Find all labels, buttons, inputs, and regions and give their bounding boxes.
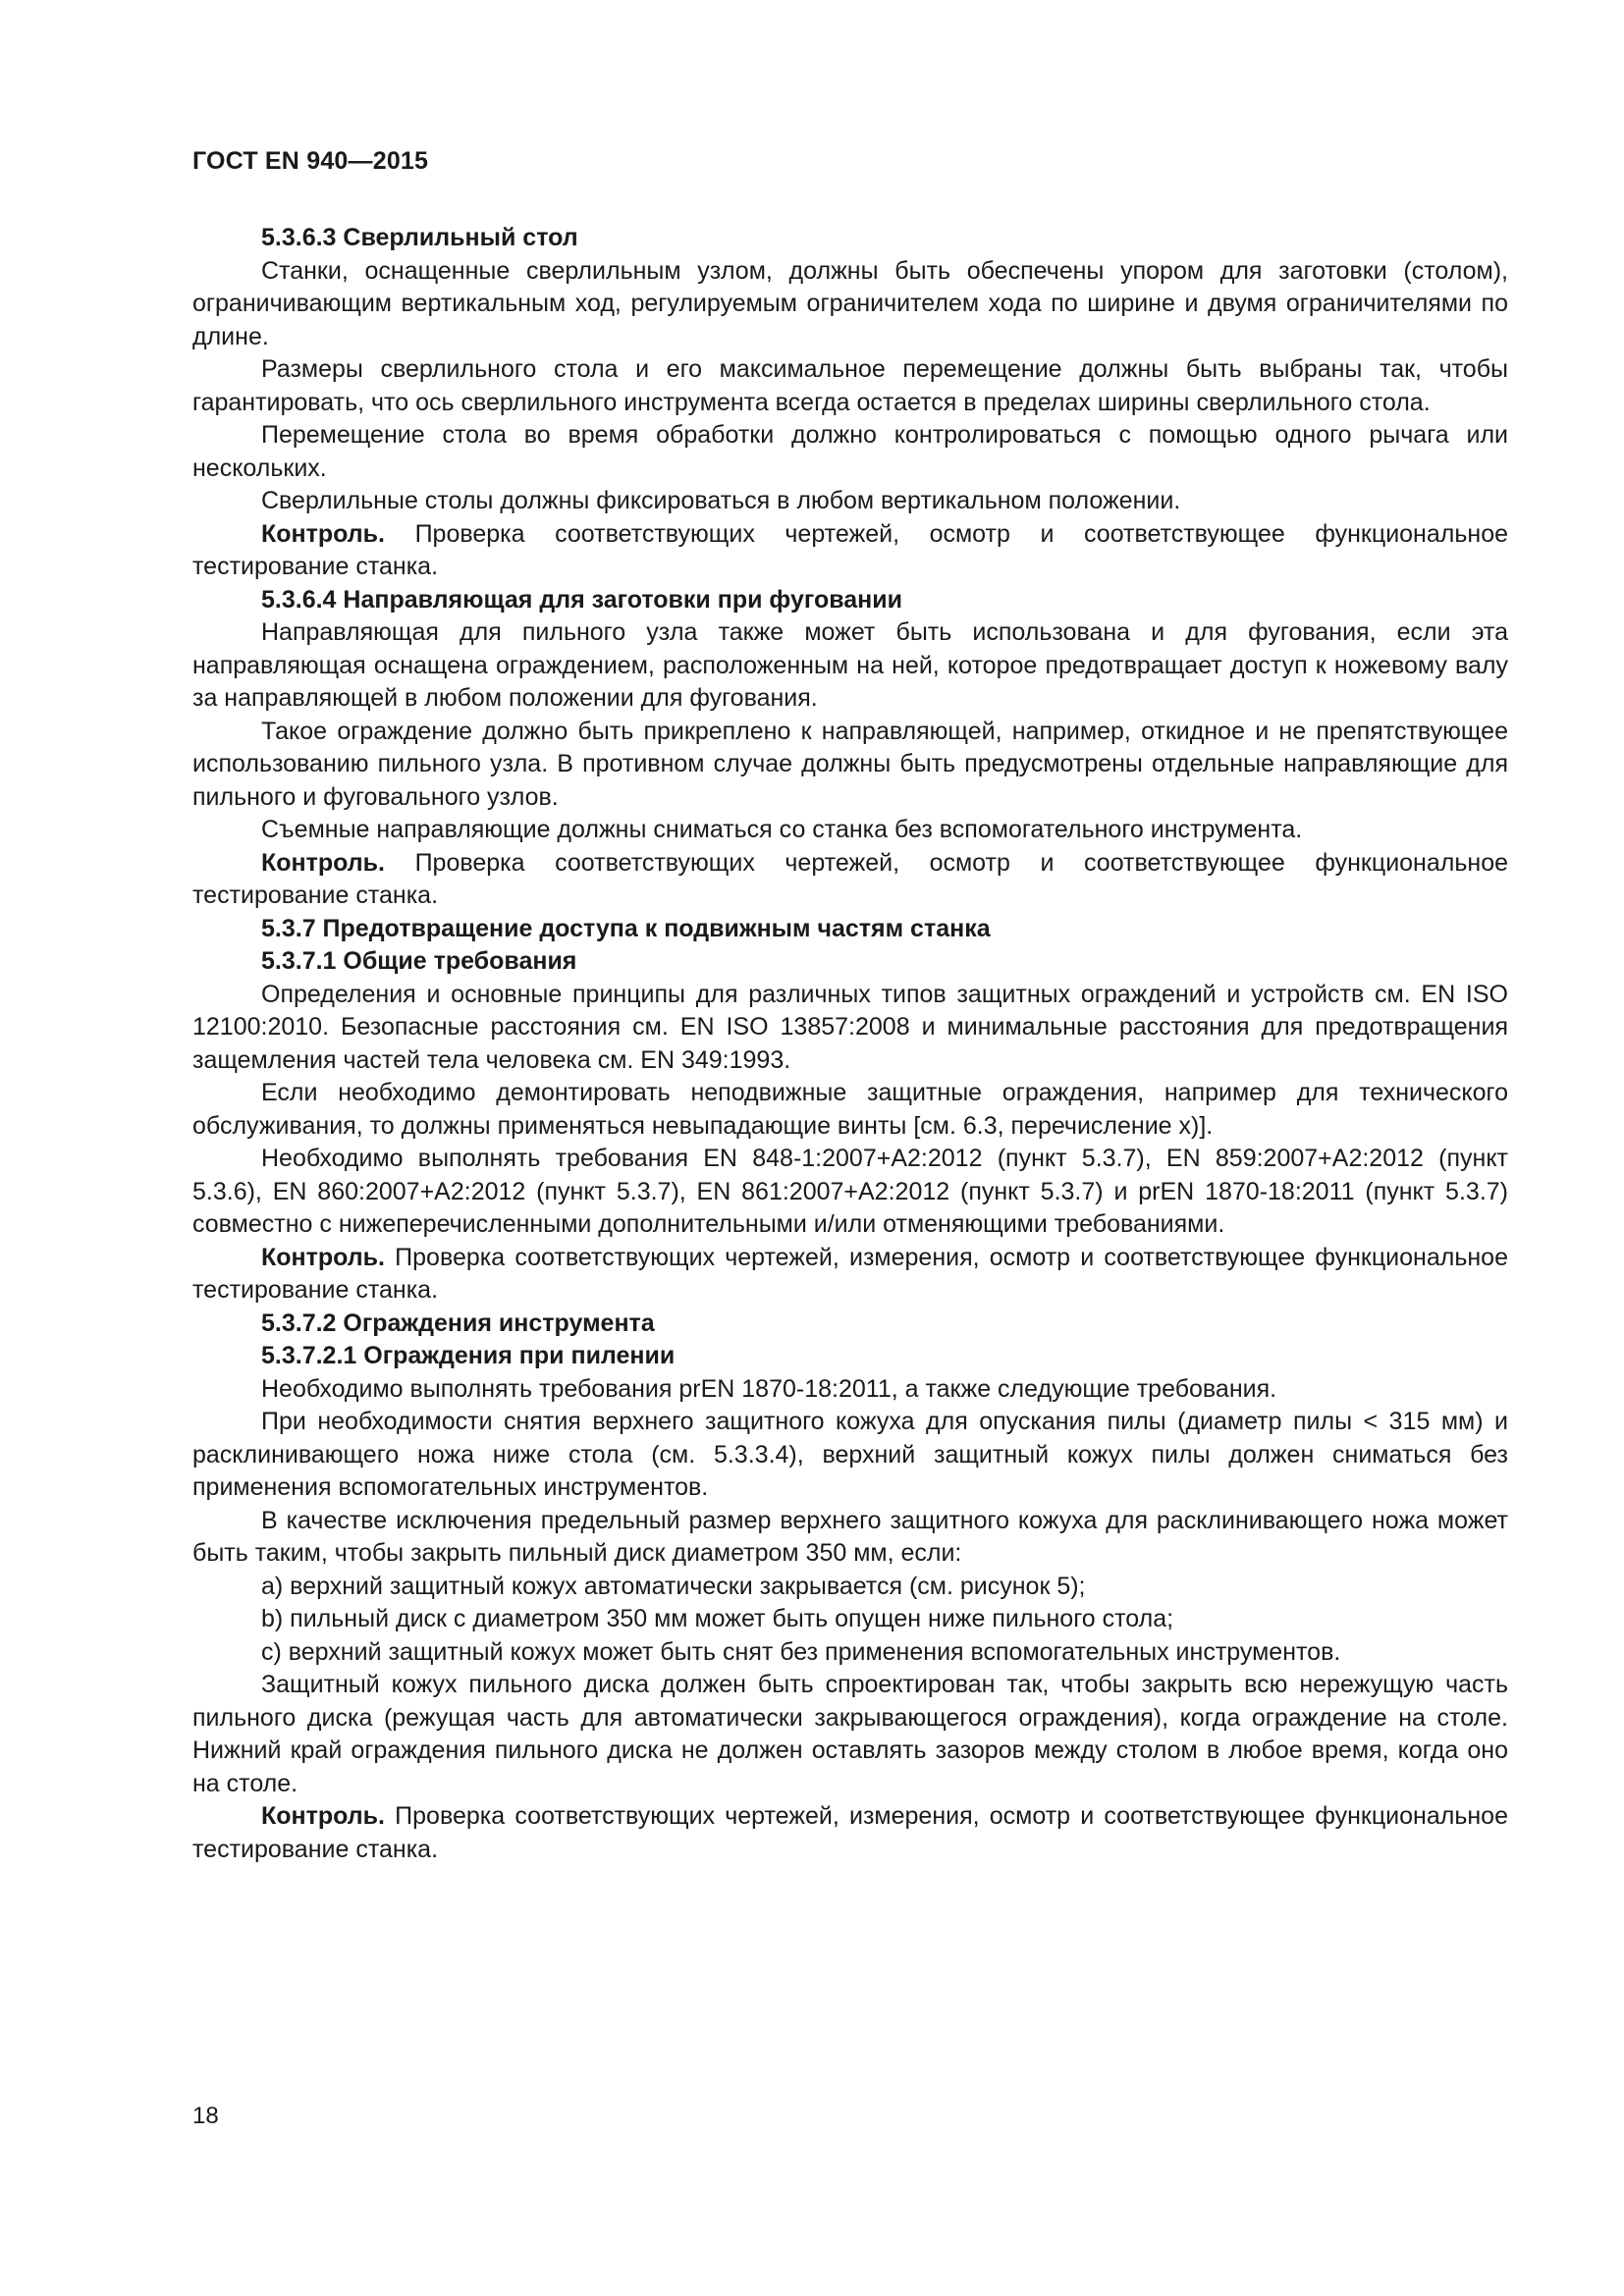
control-text: Проверка соответствующих чертежей, измерения, осмотр и соответствующее функциональное тестирование станка.: [192, 1243, 1508, 1304]
paragraph: Перемещение стола во время обработки должно контролироваться с помощью одного рычага или нескольких.: [192, 421, 1508, 482]
control-label: Контроль.: [261, 1243, 385, 1271]
control-text: Проверка соответствующих чертежей, измерения, осмотр и соответствующее функциональное тестирование станка.: [192, 1802, 1508, 1863]
paragraph: Направляющая для пильного узла также может быть использована и для фугования, если эта направляющая оснащена ограждением, расположенным на ней, которое предотвращает доступ к ножевому валу за направляющей в любом положении для фугования.: [192, 618, 1508, 712]
paragraph: Съемные направляющие должны сниматься со станка без вспомогательного инструмента.: [261, 816, 1303, 843]
section-heading: 5.3.6.4 Направляющая для заготовки при фуговании: [261, 585, 902, 614]
document-body: [192, 222, 1508, 1866]
control-label: Контроль.: [261, 848, 385, 877]
control-label: Контроль.: [261, 1802, 385, 1830]
section-heading: 5.3.7.2 Ограждения инструмента: [261, 1308, 655, 1337]
control-text: Проверка соответствующих чертежей, осмотр и соответствующее функциональное тестирование станка.: [192, 519, 1508, 580]
paragraph: Размеры сверлильного стола и его максимальное перемещение должны быть выбраны так, чтобы гарантировать, что ось сверлильного инструмента всегда остается в пределах ширины сверлильного стола.: [192, 355, 1508, 416]
paragraph: Необходимо выполнять требования EN 848-1:2007+A2:2012 (пункт 5.3.7), EN 859:2007+A2:2012 (пункт 5.3.6), EN 860:2007+A2:2012 (пункт 5.3.7), EN 861:2007+A2:2012 (пункт 5.3.7) и prEN 1870-18:2011 (пункт 5.3.7) совместно с нижеперечисленными дополнительными и/или отменяющими требованиями.: [192, 1145, 1508, 1238]
paragraph: При необходимости снятия верхнего защитного кожуха для опускания пилы (диаметр пилы < 315 мм) и расклинивающего ножа ниже стола (см. 5.3.3.4), верхний защитный кожух пилы должен сниматься без применения вспомогательных инструментов.: [192, 1408, 1508, 1501]
page-number: 18: [192, 2103, 219, 2129]
list-item: a) верхний защитный кожух автоматически закрывается (см. рисунок 5);: [261, 1572, 1086, 1600]
section-heading: 5.3.7.1 Общие требования: [261, 947, 577, 975]
paragraph: Если необходимо демонтировать неподвижные защитные ограждения, например для технического обслуживания, то должны применяться невыпадающие винты [см. 6.3, перечисление x)].: [192, 1079, 1508, 1140]
control-paragraph: [192, 1800, 1508, 1866]
paragraph: Защитный кожух пильного диска должен быть спроектирован так, чтобы закрыть всю нережущую часть пильного диска (режущая часть для автоматически закрывающегося ограждения), когда ограждение на столе. Нижний край ограждения пильного диска не должен оставлять зазоров между столом в любое время, когда оно на столе.: [192, 1671, 1508, 1797]
list-item: c) верхний защитный кожух может быть снят без применения вспомогательных инструментов.: [261, 1637, 1341, 1666]
section-heading: 5.3.6.3 Сверлильный стол: [261, 224, 578, 251]
paragraph: Сверлильные столы должны фиксироваться в любом вертикальном положении.: [261, 487, 1181, 514]
control-label: Контроль.: [261, 519, 385, 548]
control-paragraph: [192, 1242, 1508, 1308]
document-header: ГОСТ EN 940—2015: [192, 147, 429, 175]
section-heading: 5.3.7 Предотвращение доступа к подвижным частям станка: [261, 914, 991, 942]
section-heading: 5.3.7.2.1 Ограждения при пилении: [261, 1342, 676, 1369]
paragraph: Станки, оснащенные сверлильным узлом, должны быть обеспечены упором для заготовки (столом), ограничивающим вертикальным ход, регулируемым ограничителем хода по ширине и двумя ограничителями по длине.: [192, 256, 1508, 350]
control-paragraph: [192, 518, 1508, 584]
control-paragraph: [192, 847, 1508, 913]
paragraph: В качестве исключения предельный размер верхнего защитного кожуха для расклинивающего ножа может быть таким, чтобы закрыть пильный диск диаметром 350 мм, если:: [192, 1506, 1508, 1567]
control-text: Проверка соответствующих чертежей, осмотр и соответствующее функциональное тестирование станка.: [192, 848, 1508, 909]
list-item: b) пильный диск с диаметром 350 мм может быть опущен ниже пильного стола;: [261, 1605, 1174, 1632]
paragraph: Такое ограждение должно быть прикреплено к направляющей, например, откидное и не препятствующее использованию пильного узла. В противном случае должны быть предусмотрены отдельные направляющие для пильного и фуговального узлов.: [192, 717, 1508, 811]
paragraph: Определения и основные принципы для различных типов защитных ограждений и устройств см. EN ISO 12100:2010. Безопасные расстояния см. EN ISO 13857:2008 и минимальные расстояния для предотвращения защемления частей тела человека см. EN 349:1993.: [192, 980, 1508, 1074]
paragraph: Необходимо выполнять требования prEN 1870-18:2011, а также следующие требования.: [261, 1374, 1277, 1403]
